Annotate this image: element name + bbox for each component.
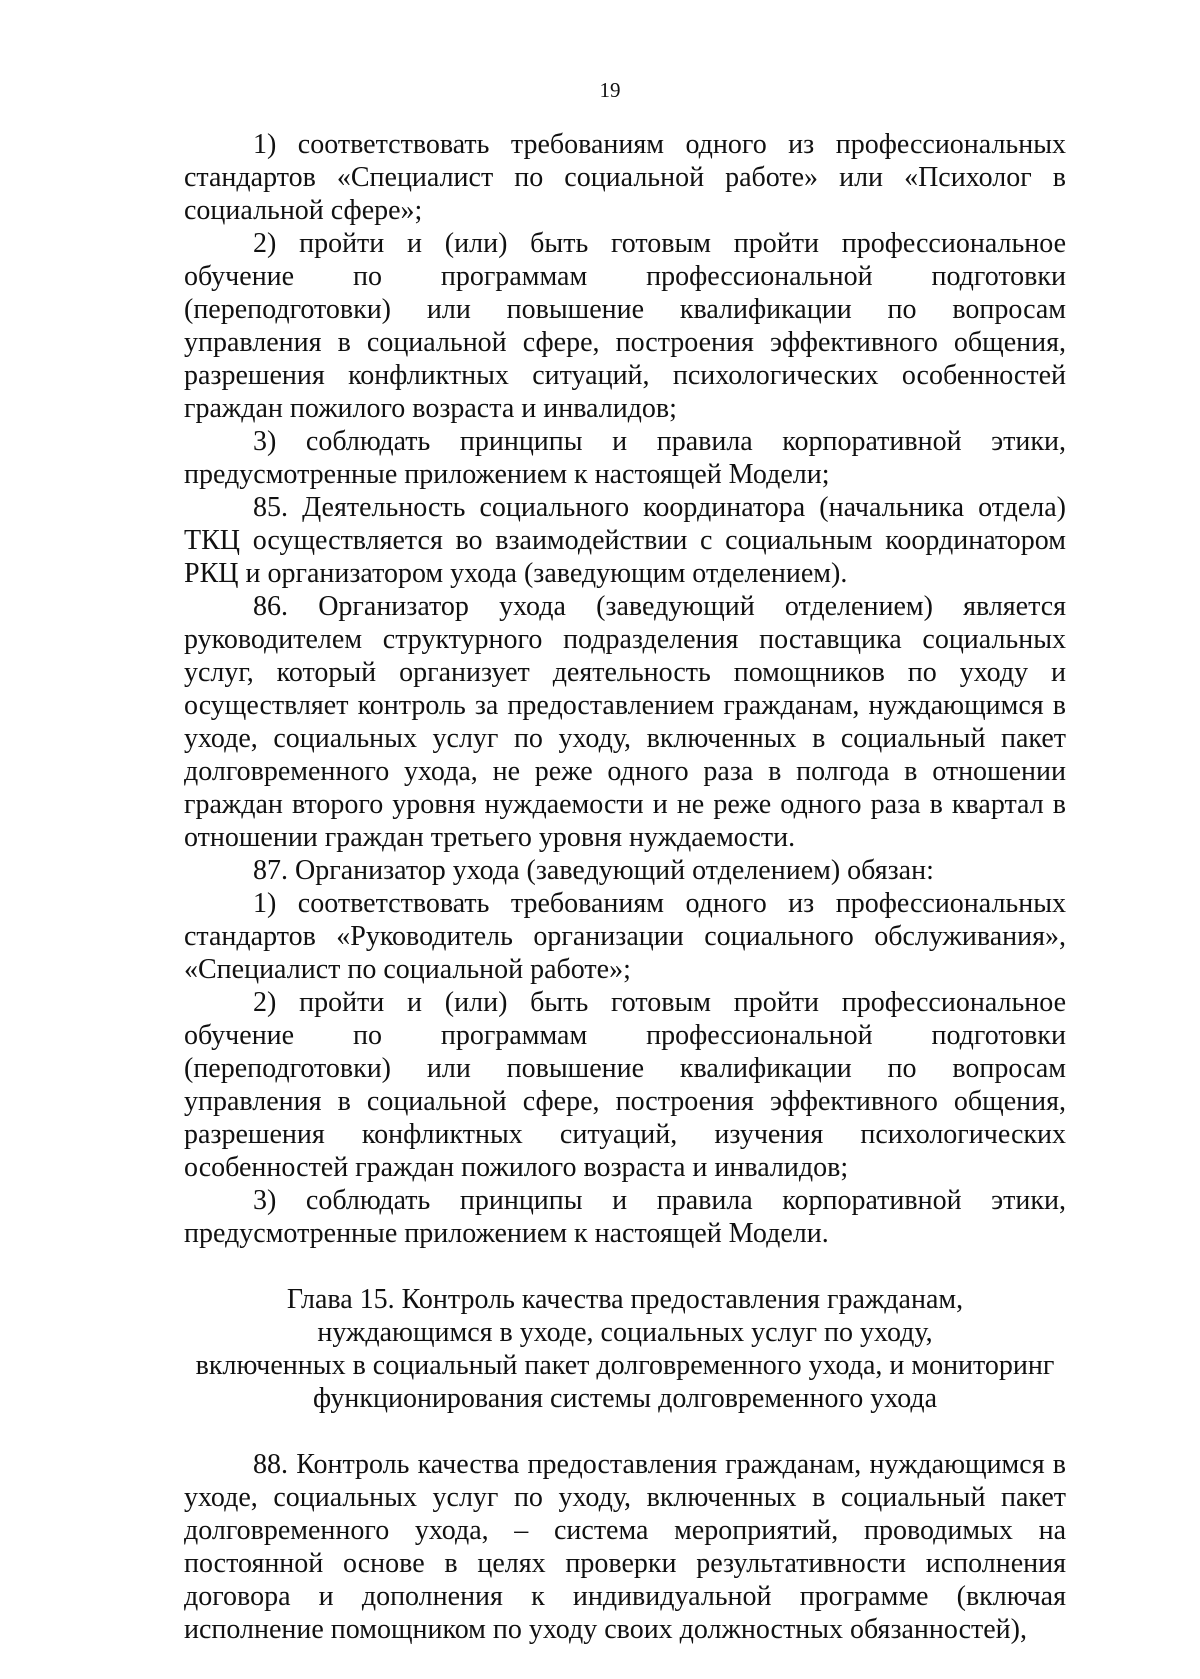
paragraph-88: 88. Контроль качества предоставления гражданам, нуждающимся в уходе, социальных услуг по уходу, включенных в социальный пакет долговременного ухода, – система мероприятий, проводимых на постоянной основе в целях проверки результативности исполнения договора и дополнения к индивидуальной программе (включая исполнение помощником по уходу своих должностных обязанностей),: [184, 1449, 1066, 1645]
page-number: 19: [599, 78, 621, 102]
chapter-heading-line-4: функционирования системы долговременного ухода: [312, 1383, 938, 1414]
paragraph-item-3-ethics: 3) соблюдать принципы и правила корпоративной этики, предусмотренные приложением к настоящей Модели;: [184, 426, 1066, 490]
chapter-heading-line-1: Глава 15. Контроль качества предоставления гражданам,: [286, 1284, 964, 1315]
paragraph-item-1-requirements-standards: 1) соответствовать требованиям одного из профессиональных стандартов «Специалист по социальной работе» или «Психолог в социальной сфере»;: [184, 129, 1066, 226]
chapter-heading-line-2: нуждающимся в уходе, социальных услуг по уходу,: [317, 1317, 933, 1348]
paragraph-87-item-3: 3) соблюдать принципы и правила корпоративной этики, предусмотренные приложением к настоящей Модели.: [184, 1185, 1066, 1249]
paragraph-item-2-training: 2) пройти и (или) быть готовым пройти профессиональное обучение по программам профессиональной подготовки (переподготовки) или повышение квалификации по вопросам управления в социальной сфере, построения эффективного общения, разрешения конфликтных ситуаций, психологических особенностей граждан пожилого возраста и инвалидов;: [184, 228, 1066, 424]
paragraph-87-item-2: 2) пройти и (или) быть готовым пройти профессиональное обучение по программам профессиональной подготовки (переподготовки) или повышение квалификации по вопросам управления в социальной сфере, построения эффективного общения, разрешения конфликтных ситуаций, изучения психологических особенностей граждан пожилого возраста и инвалидов;: [184, 987, 1066, 1183]
chapter-heading-line-3: включенных в социальный пакет долговременного ухода, и мониторинг: [195, 1350, 1055, 1381]
paragraph-86: 86. Организатор ухода (заведующий отделением) является руководителем структурного подразделения поставщика социальных услуг, который организует деятельность помощников по уходу и осуществляет контроль за предоставлением гражданам, нуждающимся в уходе, социальных услуг по уходу, включенных в социальный пакет долговременного ухода, не реже одного раза в полгода в отношении граждан второго уровня нуждаемости и не реже одного раза в квартал в отношении граждан третьего уровня нуждаемости.: [184, 591, 1066, 853]
paragraph-87: 87. Организатор ухода (заведующий отделением) обязан:: [253, 855, 934, 886]
document-body: [184, 128, 1066, 1646]
paragraph-85: 85. Деятельность социального координатора (начальника отдела) ТКЦ осуществляется во взаимодействии с социальным координатором РКЦ и организатором ухода (заведующим отделением).: [184, 492, 1066, 589]
chapter-heading: [184, 1283, 1066, 1415]
paragraph-87-item-1: 1) соответствовать требованиям одного из профессиональных стандартов «Руководитель организации социального обслуживания», «Специалист по социальной работе»;: [184, 888, 1066, 985]
